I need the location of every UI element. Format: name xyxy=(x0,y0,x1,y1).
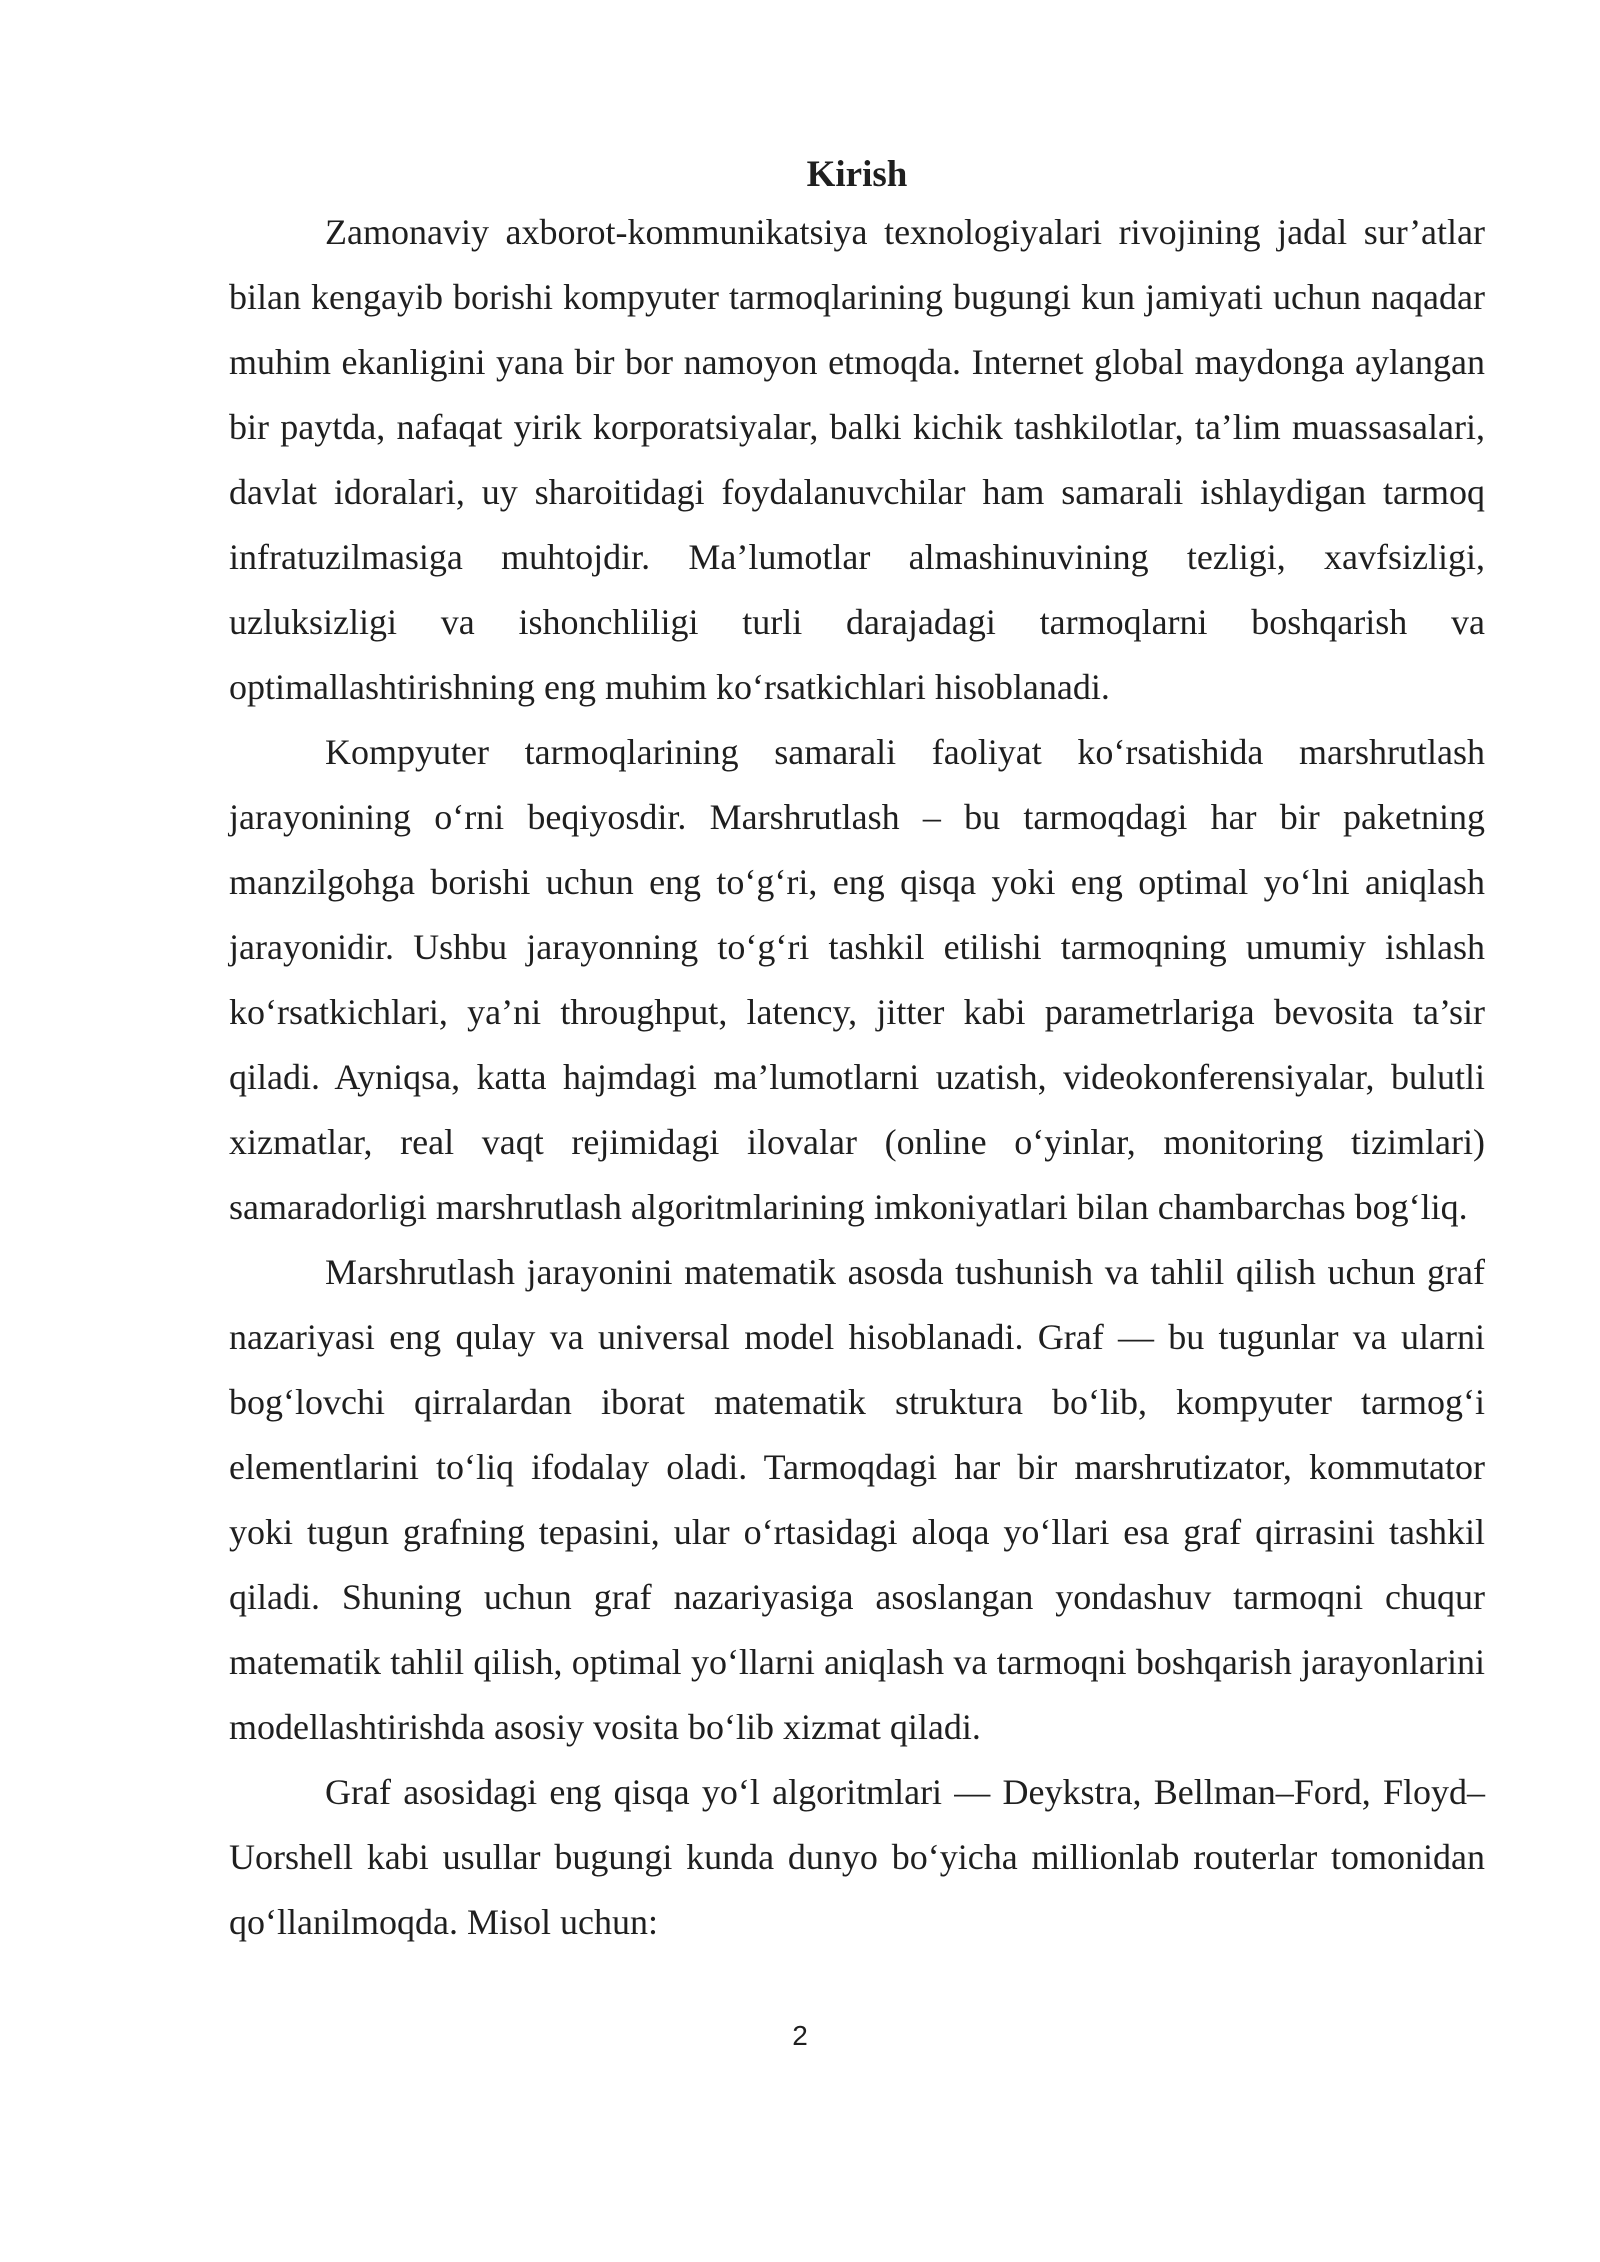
page-content xyxy=(229,150,1485,1955)
page-number: 2 xyxy=(792,2020,808,2051)
paragraph-2: Kompyuter tarmoqlarining samarali faoliyat ko‘rsatishida marshrutlash jarayonining o‘rni beqiyosdir. Marshrutlash – bu tarmoqdagi har bir paketning manzilgohga borishi uchun eng to‘g‘ri, eng qisqa yoki eng optimal yo‘lni aniqlash jarayonidir. Ushbu jarayonning to‘g‘ri tashkil etilishi tarmoqning umumiy ishlash ko‘rsatkichlari, ya’ni throughput, latency, jitter kabi parametrlariga bevosita ta’sir qiladi. Ayniqsa, katta hajmdagi ma’lumotlarni uzatish, videokonferensiyalar, bulutli xizmatlar, real vaqt rejimidagi ilovalar (online o‘yinlar, monitoring tizimlari) samaradorligi marshrutlash algoritmlarining imkoniyatlari bilan chambarchas bog‘liq. xyxy=(229,732,1485,1227)
paragraph-4: Graf asosidagi eng qisqa yo‘l algoritmlari — Deykstra, Bellman–Ford, Floyd–Uorshell kabi usullar bugungi kunda dunyo bo‘yicha millionlab routerlar tomonidan qo‘llanilmoqda. Misol uchun: xyxy=(229,1772,1485,1942)
paragraph-3: Marshrutlash jarayonini matematik asosda tushunish va tahlil qilish uchun graf nazariyasi eng qulay va universal model hisoblanadi. Graf — bu tugunlar va ularni bog‘lovchi qirralardan iborat matematik struktura bo‘lib, kompyuter tarmog‘i elementlarini to‘liq ifodalay oladi. Tarmoqdagi har bir marshrutizator, kommutator yoki tugun grafning tepasini, ular o‘rtasidagi aloqa yo‘llari esa graf qirrasini tashkil qiladi. Shuning uchun graf nazariyasiga asoslangan yondashuv tarmoqni chuqur matematik tahlil qilish, optimal yo‘llarni aniqlash va tarmoqni boshqarish jarayonlarini modellashtirishda asosiy vosita bo‘lib xizmat qiladi. xyxy=(229,1252,1485,1747)
paragraph-1: Zamonaviy axborot-kommunikatsiya texnologiyalari rivojining jadal sur’atlar bilan kengayib borishi kompyuter tarmoqlarining bugungi kun jamiyati uchun naqadar muhim ekanligini yana bir bor namoyon etmoqda. Internet global maydonga aylangan bir paytda, nafaqat yirik korporatsiyalar, balki kichik tashkilotlar, ta’lim muassasalari, davlat idoralari, uy sharoitidagi foydalanuvchilar ham samarali ishlaydigan tarmoq infratuzilmasiga muhtojdir. Ma’lumotlar almashinuvining tezligi, xavfsizligi, uzluksizligi va ishonchliligi turli darajadagi tarmoqlarni boshqarish va optimallashtirishning eng muhim ko‘rsatkichlari hisoblanadi. xyxy=(229,212,1485,707)
section-title: Kirish xyxy=(806,154,908,195)
